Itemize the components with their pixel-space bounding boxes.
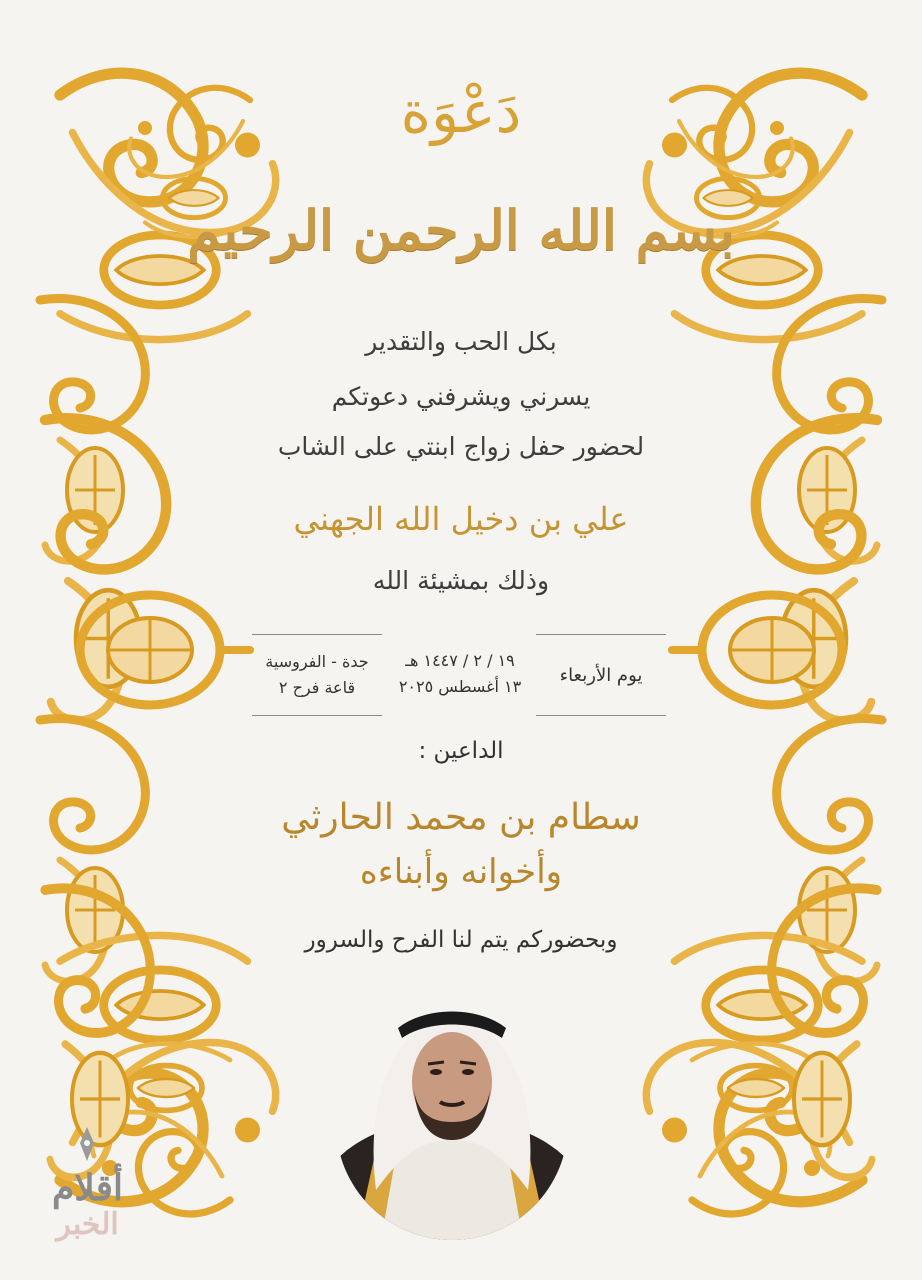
closing-line: وبحضوركم يتم لنا الفرح والسرور	[304, 927, 618, 953]
invitation-title: دَعْوَة	[400, 78, 522, 146]
hosts-label: الداعين :	[418, 738, 504, 764]
occasion-line: لحضور حفل زواج ابنتي على الشاب	[277, 432, 645, 461]
date-gregorian: ١٣ أغسطس ٢٠٢٥	[398, 677, 522, 696]
groom-name: علي بن دخيل الله الجهني	[293, 500, 629, 538]
host-name: سطام بن محمد الحارثي	[281, 797, 641, 838]
basmala-calligraphy: بسم الله الرحمن الرحيم	[187, 198, 735, 262]
date-hijri: ١٩ / ٢ / ١٤٤٧ هـ	[405, 651, 515, 670]
pen-icon	[72, 1125, 102, 1165]
location-city: جدة - الفروسية	[265, 652, 369, 671]
host-portrait-photo	[336, 990, 568, 1240]
location-hall: قاعة فرح ٢	[278, 678, 356, 697]
event-day: يوم الأربعاء	[559, 664, 643, 686]
location-box	[252, 634, 382, 716]
watermark-line2: الخبر	[56, 1207, 119, 1242]
portrait-icon	[336, 990, 568, 1240]
invite-line: يسرني ويشرفني دعوتكم	[331, 382, 591, 411]
greeting-line: بكل الحب والتقدير	[365, 327, 557, 356]
host-family: وأخوانه وأبناءه	[359, 852, 563, 892]
watermark-logo	[30, 1125, 145, 1250]
blessing-line: وذلك بمشيئة الله	[372, 566, 550, 595]
date-block	[395, 648, 525, 700]
day-box	[536, 634, 666, 716]
watermark-line1: أقلام	[52, 1167, 123, 1209]
